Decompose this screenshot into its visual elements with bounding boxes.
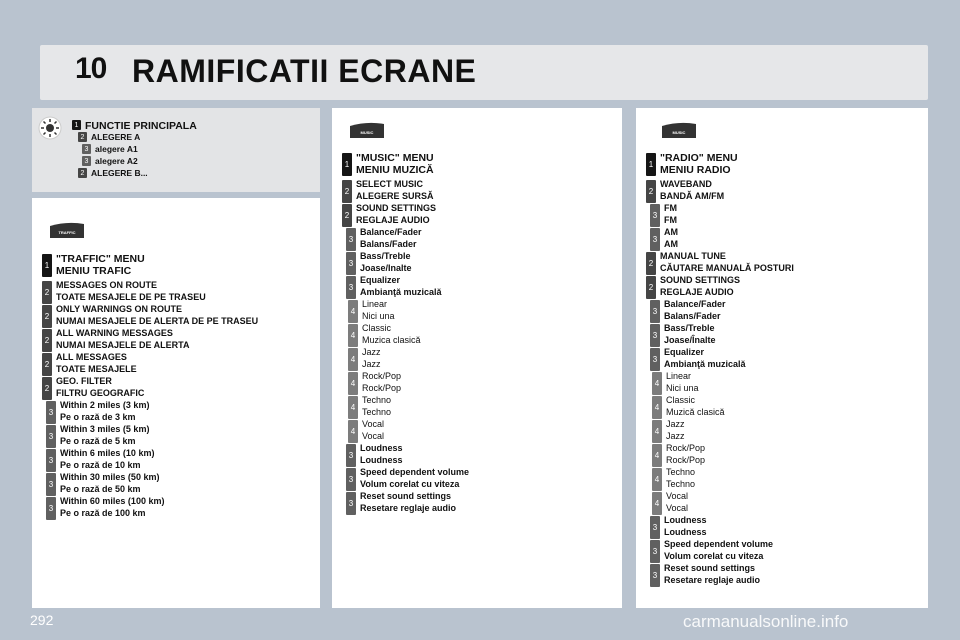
label-en: SELECT MUSIC <box>356 179 424 189</box>
radio-menu-item <box>652 467 695 491</box>
radio-menu-item <box>652 443 705 467</box>
level-badge: 2 <box>42 377 52 400</box>
label-en: Reset sound settings <box>360 491 452 501</box>
label-en: Within 3 miles (5 km) <box>60 424 150 434</box>
label-en: Jazz <box>666 419 685 429</box>
menu-item-label <box>660 152 738 176</box>
label-ro: Techno <box>666 478 696 489</box>
level-badge: 4 <box>348 372 358 395</box>
music-menu-item <box>342 179 434 203</box>
level-badge: 3 <box>650 228 660 251</box>
label-en: "RADIO" MENU <box>660 152 738 164</box>
level-badge: 1 <box>72 120 81 130</box>
label-en: Classic <box>362 323 392 333</box>
menu-item-label <box>56 280 206 303</box>
level-badge: 4 <box>652 492 662 515</box>
label-en: Loudness <box>360 443 403 453</box>
label-en: Bass/Treble <box>664 323 715 333</box>
menu-item-label <box>362 347 381 370</box>
level-badge: 2 <box>78 132 87 142</box>
level-badge: 4 <box>348 348 358 371</box>
label-en: Balance/Fader <box>664 299 726 309</box>
menu-item-label <box>666 419 685 442</box>
traffic-menu-item <box>46 424 149 448</box>
level-badge: 4 <box>348 420 358 443</box>
menu-item-label <box>362 299 395 322</box>
radio-button-icon <box>660 120 698 140</box>
label-ro: Balans/Fader <box>664 310 721 321</box>
label-en: FM <box>664 203 677 213</box>
traffic-menu-item <box>42 352 137 376</box>
traffic-menu-item <box>42 376 144 400</box>
menu-item-label <box>360 467 469 490</box>
page-title: RAMIFICATII ECRANE <box>132 53 477 89</box>
menu-item-label <box>56 253 145 277</box>
level-badge: 2 <box>42 305 52 328</box>
radio-menu-item <box>650 299 726 323</box>
menu-item-label <box>664 563 760 586</box>
label-ro: Jazz <box>362 358 381 369</box>
level-badge: 4 <box>348 300 358 323</box>
music-logo-text: MUSIC <box>360 130 374 135</box>
level-badge: 4 <box>348 396 358 419</box>
traffic-menu-item <box>42 328 190 352</box>
level-badge: 3 <box>46 449 56 472</box>
label-ro: TOATE MESAJELE <box>56 363 137 374</box>
music-menu-item <box>348 371 401 395</box>
menu-item-label <box>56 352 137 375</box>
music-menu-item <box>342 203 436 227</box>
level-badge: 3 <box>650 204 660 227</box>
label-ro: Rock/Pop <box>666 454 706 465</box>
label-ro: Pe o rază de 50 km <box>60 483 141 494</box>
level-badge: 1 <box>42 254 52 277</box>
radio-menu-item <box>652 419 685 443</box>
level-badge: 2 <box>42 281 52 304</box>
level-badge: 3 <box>346 252 356 275</box>
label-ro: Pe o rază de 5 km <box>60 435 136 446</box>
label-ro: Muzică clasică <box>666 406 725 417</box>
level-badge: 3 <box>650 348 660 371</box>
menu-item-label <box>60 472 159 495</box>
menu-item-label <box>60 424 149 447</box>
menu-item-label <box>666 467 695 490</box>
label-ro: Jazz <box>666 430 685 441</box>
menu-item-label <box>362 419 384 442</box>
menu-item-label <box>666 371 699 394</box>
radio-menu-item <box>650 347 746 371</box>
level-badge: 3 <box>82 144 91 154</box>
traffic-menu-item <box>42 253 145 277</box>
menu-item-label <box>664 227 678 250</box>
level-badge: 4 <box>652 468 662 491</box>
label-ro: REGLAJE AUDIO <box>660 286 734 297</box>
label-ro: Loudness <box>664 526 707 537</box>
label-ro: BANDĂ AM/FM <box>660 190 725 201</box>
radio-menu-item <box>650 539 773 563</box>
level-badge: 3 <box>650 564 660 587</box>
label-ro: MENIU TRAFIC <box>56 265 132 277</box>
label-en: Balance/Fader <box>360 227 422 237</box>
label-ro: Rock/Pop <box>362 382 402 393</box>
radio-menu-item <box>652 395 725 419</box>
menu-item-label <box>56 328 190 351</box>
menu-item-label <box>56 304 258 327</box>
label-ro: Ambianţă muzicală <box>664 358 746 369</box>
level-badge: 2 <box>342 204 352 227</box>
label-ro: Ambianţă muzicală <box>360 286 442 297</box>
label-ro: Volum corelat cu viteza <box>360 478 460 489</box>
label-ro: Pe o rază de 10 km <box>60 459 141 470</box>
menu-item-label <box>360 251 412 274</box>
level-badge: 3 <box>650 300 660 323</box>
label-ro: Muzica clasică <box>362 334 421 345</box>
menu-item-label <box>360 443 403 466</box>
label-ro: Loudness <box>360 454 403 465</box>
level-badge: 4 <box>652 396 662 419</box>
label-ro: TOATE MESAJELE DE PE TRASEU <box>56 291 206 302</box>
label-ro: REGLAJE AUDIO <box>356 214 430 225</box>
label-en: "MUSIC" MENU <box>356 152 434 164</box>
label-en: ALL WARNING MESSAGES <box>56 328 173 338</box>
label-ro: Vocal <box>666 502 689 513</box>
label-en: Within 30 miles (50 km) <box>60 472 160 482</box>
label-en: Within 6 miles (10 km) <box>60 448 155 458</box>
level-badge: 2 <box>42 353 52 376</box>
music-menu-item <box>342 152 434 176</box>
radio-menu-item <box>646 152 738 176</box>
level-badge: 2 <box>342 180 352 203</box>
radio-logo-text: MUSIC <box>672 130 686 135</box>
label-ro: NUMAI MESAJELE DE ALERTA DE PE TRASEU <box>56 315 259 326</box>
menu-item-label <box>664 323 716 346</box>
legend-item <box>82 144 138 154</box>
label-en: Reset sound settings <box>664 563 756 573</box>
music-menu-item <box>348 299 395 323</box>
radio-menu-item <box>646 179 724 203</box>
menu-item-label <box>360 491 456 514</box>
traffic-button-icon <box>48 220 86 240</box>
level-badge: 4 <box>348 324 358 347</box>
label-en: Equalizer <box>360 275 401 285</box>
traffic-menu-item <box>42 304 258 328</box>
music-menu-item <box>346 467 469 491</box>
label-ro: Nici una <box>362 310 395 321</box>
level-badge: 3 <box>46 497 56 520</box>
level-badge: 3 <box>650 516 660 539</box>
label-en: Classic <box>666 395 696 405</box>
legend-item <box>82 156 138 166</box>
legend-label: ALEGERE B... <box>91 168 148 178</box>
label-en: "TRAFFIC" MENU <box>56 253 145 265</box>
radio-menu-item <box>646 251 794 275</box>
label-en: Rock/Pop <box>362 371 402 381</box>
traffic-logo-text: TRAFFIC <box>58 230 76 235</box>
radio-menu-item <box>646 275 740 299</box>
page-number: 292 <box>30 612 54 628</box>
label-en: Bass/Treble <box>360 251 411 261</box>
level-badge: 4 <box>652 420 662 443</box>
music-menu-item <box>346 443 403 467</box>
menu-item-label <box>666 395 725 418</box>
menu-item-label <box>664 203 677 226</box>
menu-item-label <box>56 376 144 399</box>
traffic-menu-item <box>46 400 149 424</box>
level-badge: 3 <box>346 444 356 467</box>
radio-menu-item <box>650 563 760 587</box>
label-ro: Techno <box>362 406 392 417</box>
label-en: SOUND SETTINGS <box>356 203 437 213</box>
level-badge: 3 <box>46 473 56 496</box>
label-en: Speed dependent volume <box>360 467 470 477</box>
chapter-number: 10 <box>75 52 107 85</box>
label-en: SOUND SETTINGS <box>660 275 741 285</box>
traffic-menu-item <box>46 448 154 472</box>
traffic-menu-item <box>46 472 159 496</box>
music-menu-item <box>348 323 421 347</box>
label-ro: Resetare reglaje audio <box>664 574 761 585</box>
level-badge: 3 <box>346 276 356 299</box>
label-en: Rock/Pop <box>666 443 706 453</box>
menu-item-label <box>60 496 164 519</box>
label-en: MESSAGES ON ROUTE <box>56 280 158 290</box>
label-ro: MENIU RADIO <box>660 164 731 176</box>
label-ro: Balans/Fader <box>360 238 417 249</box>
label-en: GEO. FILTER <box>56 376 112 386</box>
label-en: Jazz <box>362 347 381 357</box>
label-en: MANUAL TUNE <box>660 251 726 261</box>
label-en: Techno <box>362 395 392 405</box>
menu-item-label <box>664 539 773 562</box>
music-menu-item <box>348 347 381 371</box>
level-badge: 3 <box>346 468 356 491</box>
level-badge: 2 <box>646 180 656 203</box>
label-en: Speed dependent volume <box>664 539 774 549</box>
level-badge: 2 <box>646 252 656 275</box>
label-ro: Joase/Înalte <box>664 334 716 345</box>
music-button-icon <box>348 120 386 140</box>
legend-label: alegere A2 <box>95 156 138 166</box>
menu-item-label <box>666 491 688 514</box>
level-badge: 2 <box>42 329 52 352</box>
level-badge: 4 <box>652 372 662 395</box>
level-badge: 2 <box>646 276 656 299</box>
legend-label: alegere A1 <box>95 144 138 154</box>
music-menu-item <box>346 275 442 299</box>
menu-item-label <box>660 251 794 274</box>
traffic-menu-item <box>46 496 164 520</box>
menu-item-label <box>664 515 707 538</box>
label-ro: Joase/Inalte <box>360 262 412 273</box>
traffic-menu-item <box>42 280 206 304</box>
label-ro: FM <box>664 214 677 225</box>
level-badge: 1 <box>646 153 656 176</box>
level-badge: 3 <box>650 324 660 347</box>
label-ro: Pe o rază de 3 km <box>60 411 136 422</box>
level-badge: 3 <box>46 425 56 448</box>
music-menu-item <box>348 419 384 443</box>
label-en: Within 2 miles (3 km) <box>60 400 150 410</box>
level-badge: 3 <box>346 492 356 515</box>
menu-item-label <box>362 371 401 394</box>
menu-item-label <box>356 203 436 226</box>
menu-item-label <box>362 323 421 346</box>
radio-menu-item <box>650 203 677 227</box>
menu-item-label <box>660 179 724 202</box>
label-ro: Nici una <box>666 382 699 393</box>
level-badge: 1 <box>342 153 352 176</box>
menu-item-label <box>664 347 746 370</box>
label-en: AM <box>664 227 678 237</box>
legend-item <box>78 168 148 178</box>
watermark: carmanualsonline.info <box>683 612 849 631</box>
menu-item-label <box>60 400 149 423</box>
menu-item-label <box>356 152 434 176</box>
music-menu-item <box>346 491 456 515</box>
legend-label: ALEGERE A <box>91 132 141 142</box>
menu-item-label <box>360 275 442 298</box>
label-en: Techno <box>666 467 696 477</box>
label-ro: FILTRU GEOGRAFIC <box>56 387 145 398</box>
legend-item <box>72 120 197 132</box>
label-ro: Volum corelat cu viteza <box>664 550 764 561</box>
label-en: ALL MESSAGES <box>56 352 127 362</box>
joystick-icon <box>38 116 62 140</box>
label-en: Linear <box>666 371 692 381</box>
label-en: Equalizer <box>664 347 705 357</box>
label-en: Within 60 miles (100 km) <box>60 496 165 506</box>
label-ro: ALEGERE SURSĂ <box>356 190 434 201</box>
label-ro: NUMAI MESAJELE DE ALERTA <box>56 339 190 350</box>
label-ro: Vocal <box>362 430 385 441</box>
menu-item-label <box>666 443 705 466</box>
legend-label: FUNCTIE PRINCIPALA <box>85 120 197 132</box>
level-badge: 3 <box>346 228 356 251</box>
label-en: Linear <box>362 299 388 309</box>
label-en: ONLY WARNINGS ON ROUTE <box>56 304 183 314</box>
menu-item-label <box>360 227 422 250</box>
menu-item-label <box>356 179 434 202</box>
radio-menu-item <box>650 323 716 347</box>
level-badge: 3 <box>650 540 660 563</box>
level-badge: 2 <box>78 168 87 178</box>
label-en: Vocal <box>666 491 689 501</box>
label-ro: Pe o rază de 100 km <box>60 507 146 518</box>
label-ro: Resetare reglaje audio <box>360 502 457 513</box>
label-ro: AM <box>664 238 678 249</box>
level-badge: 3 <box>46 401 56 424</box>
menu-item-label <box>664 299 726 322</box>
label-ro: CĂUTARE MANUALĂ POSTURI <box>660 262 794 273</box>
music-menu-item <box>348 395 391 419</box>
label-en: WAVEBAND <box>660 179 712 189</box>
music-menu-item <box>346 251 412 275</box>
radio-menu-item <box>652 371 699 395</box>
menu-item-label <box>362 395 391 418</box>
radio-menu-item <box>650 227 678 251</box>
label-en: Loudness <box>664 515 707 525</box>
legend-item <box>78 132 140 142</box>
radio-menu-item <box>650 515 707 539</box>
menu-item-label <box>660 275 740 298</box>
level-badge: 4 <box>652 444 662 467</box>
radio-menu-item <box>652 491 688 515</box>
label-ro: MENIU MUZICĂ <box>356 164 434 176</box>
menu-item-label <box>60 448 154 471</box>
music-menu-item <box>346 227 422 251</box>
label-en: Vocal <box>362 419 385 429</box>
level-badge: 3 <box>82 156 91 166</box>
